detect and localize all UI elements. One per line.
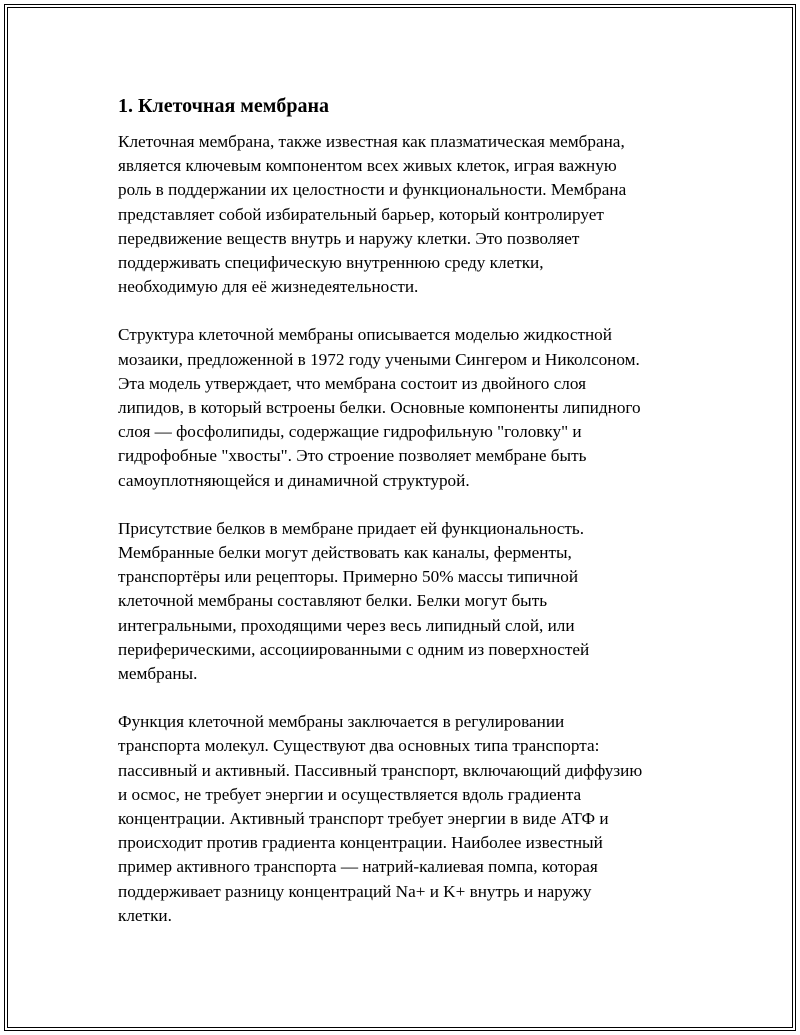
paragraph-membrane-proteins: Присутствие белков в мембране придает ей функциональность. Мембранные белки могут действовать как каналы, ферменты, транспортёры или рецепторы. Примерно 50% массы типичной клеточной мембраны составляют белки. Белки могут быть интегральными, проходящими через весь липидный слой, или периферическими, ассоциированными с одним из поверхностей мембраны. [118, 518, 590, 684]
paragraph-membrane-structure: Структура клеточной мембраны описывается моделью жидкостной мозаики, предложенной в 1972 году учеными Сингером и Николсоном. Эта модель утверждает, что мембрана состоит из двойного слоя липидов, в который встроены белки. Основные компоненты липидного слоя — фосфолипиды, содержащие гидрофильную "головку" и гидрофобные "хвосты". Это строение позволяет мембране быть самоуплотняющейся и динамичной структурой. [118, 325, 641, 490]
document-body [118, 94, 688, 952]
section-heading: 1. Клеточная мембрана [118, 95, 330, 117]
paragraph-membrane-definition: Клеточная мембрана, также известная как плазматическая мембрана, является ключевым компонентом всех живых клеток, играя важную роль в поддержании их целостности и функциональности. Мембрана представляет собой избирательный барьер, который контролирует передвижение веществ внутрь и наружу клетки. Это позволяет поддерживать специфическую внутреннюю среду клетки, необходимую для её жизнедеятельности. [118, 132, 627, 297]
paragraph-membrane-transport: Функция клеточной мембраны заключается в регулировании транспорта молекул. Существуют два основных типа транспорта: пассивный и активный. Пассивный транспорт, включающий диффузию и осмос, не требует энергии и осуществляется вдоль градиента концентрации. Активный транспорт требует энергии в виде АТФ и происходит против градиента концентрации. Наиболее известный пример активного транспорта — натрий-калиевая помпа, которая поддерживает разницу концентраций Na+ и K+ внутрь и наружу клетки. [118, 712, 643, 925]
